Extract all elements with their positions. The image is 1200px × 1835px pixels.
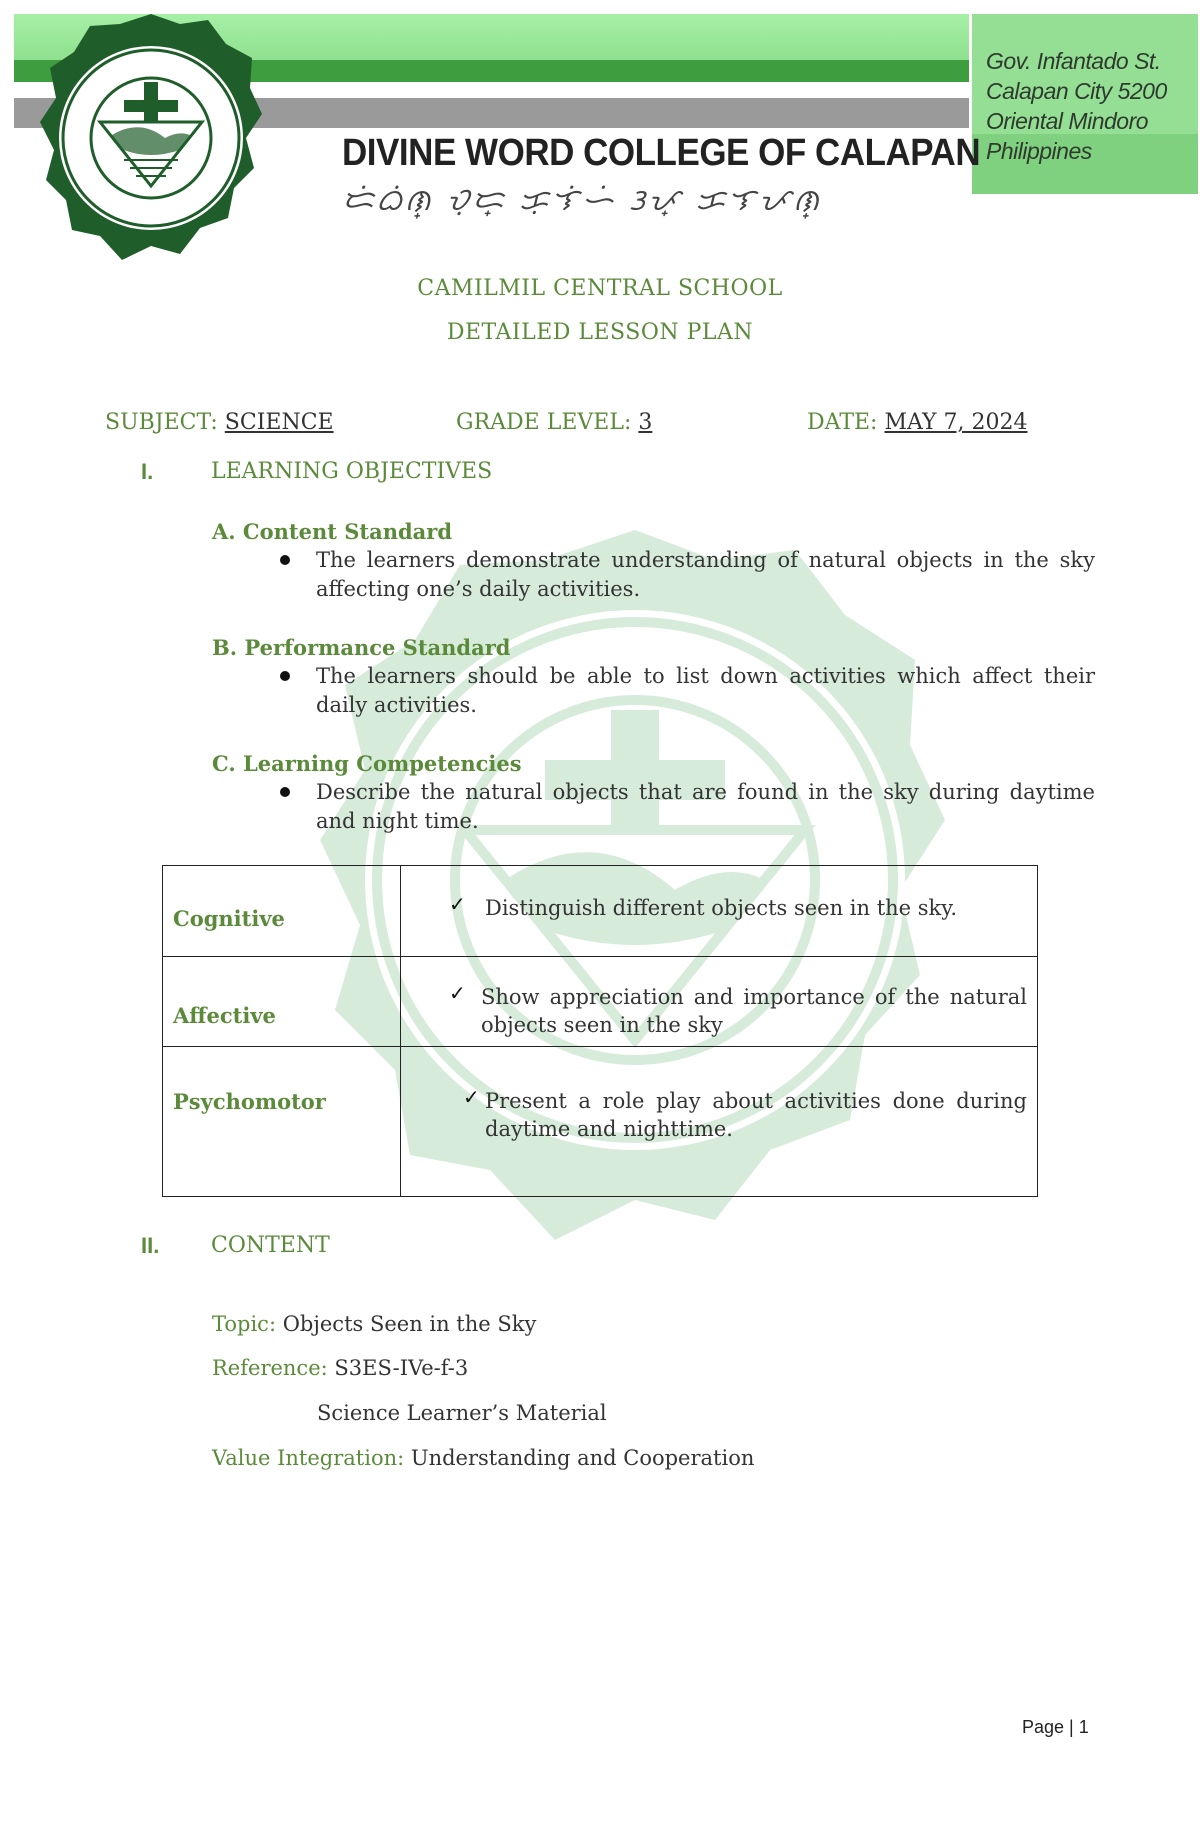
learning-competencies-text: Describe the natural objects that are found in the sky during daytime and night time. bbox=[316, 780, 1095, 833]
value-integration-line bbox=[212, 1446, 754, 1470]
content-standard-bullet bbox=[280, 546, 1095, 604]
college-name: DIVINE WORD COLLEGE OF CALAPAN bbox=[342, 132, 981, 174]
domain-label: Psychomotor bbox=[163, 1047, 401, 1197]
college-seal-logo bbox=[40, 10, 262, 265]
reference-label: Reference: bbox=[212, 1356, 328, 1380]
subject-label: SUBJECT: bbox=[105, 410, 218, 435]
objectives-domain-table bbox=[162, 865, 1038, 1197]
document-title: DETAILED LESSON PLAN bbox=[446, 320, 754, 345]
table-row bbox=[163, 1047, 1038, 1197]
domain-objective-cell bbox=[401, 866, 1038, 957]
section-numeral: I. bbox=[141, 459, 154, 484]
topic-value: Objects Seen in the Sky bbox=[282, 1312, 537, 1336]
address-line: Calapan City 5200 bbox=[986, 78, 1167, 104]
domain-label: Affective bbox=[163, 957, 401, 1047]
subject-value: SCIENCE bbox=[224, 410, 334, 435]
checkmark-icon: ✓ bbox=[463, 1085, 480, 1109]
topic-label: Topic: bbox=[212, 1312, 277, 1336]
bullet-dot bbox=[280, 787, 290, 797]
domain-label: Cognitive bbox=[163, 866, 401, 957]
reference-extra: Science Learner’s Material bbox=[317, 1401, 607, 1425]
bullet-dot bbox=[280, 555, 290, 565]
reference-line bbox=[212, 1356, 468, 1380]
school-name: CAMILMIL CENTRAL SCHOOL bbox=[417, 276, 783, 301]
address-line: Philippines bbox=[986, 138, 1092, 164]
checkmark-icon: ✓ bbox=[449, 981, 466, 1005]
value-integration-label: Value Integration: bbox=[212, 1446, 405, 1470]
performance-standard-bullet bbox=[280, 662, 1095, 720]
grade-level-field bbox=[456, 410, 652, 435]
address-line: Oriental Mindoro bbox=[986, 108, 1149, 134]
domain-objective: Show appreciation and importance of the natural objects seen in the sky bbox=[481, 985, 1027, 1037]
college-name-baybayin: ᜇᜒᜊᜒᜈ᜔ ᜏᜓᜇ᜔ ᜃᜓᜎᜒᜑᜒ ᜂᜉ᜔ ᜃᜎᜉᜈ᜔ bbox=[342, 183, 822, 218]
checkmark-icon: ✓ bbox=[449, 892, 466, 916]
bullet-dot bbox=[280, 671, 290, 681]
table-row bbox=[163, 957, 1038, 1047]
date-value: MAY 7, 2024 bbox=[884, 410, 1028, 435]
domain-objective: Present a role play about activities done during daytime and nighttime. bbox=[485, 1089, 1027, 1141]
value-integration-value: Understanding and Cooperation bbox=[410, 1446, 755, 1470]
page-number: Page | 1 bbox=[1022, 1717, 1089, 1737]
learning-competencies-heading: C. Learning Competencies bbox=[212, 751, 522, 776]
performance-standard-text: The learners should be able to list down activities which affect their daily activities. bbox=[316, 664, 1095, 717]
domain-objective-cell bbox=[401, 1047, 1038, 1197]
content-standard-text: The learners demonstrate understanding of natural objects in the sky affecting one’s daily activities. bbox=[316, 548, 1095, 601]
section-title-content: CONTENT bbox=[211, 1233, 330, 1258]
college-address bbox=[986, 46, 1196, 166]
content-standard-heading: A. Content Standard bbox=[212, 519, 453, 544]
reference-value: S3ES-IVe-f-3 bbox=[334, 1356, 469, 1380]
domain-objective: Distinguish different objects seen in the sky. bbox=[485, 896, 958, 920]
table-row bbox=[163, 866, 1038, 957]
performance-standard-heading: B. Performance Standard bbox=[212, 635, 511, 660]
domain-objective-cell bbox=[401, 957, 1038, 1047]
subject-field bbox=[105, 410, 334, 435]
date-field bbox=[807, 410, 1027, 435]
grade-level-label: GRADE LEVEL: bbox=[456, 410, 632, 435]
grade-level-value: 3 bbox=[638, 410, 653, 435]
address-line: Gov. Infantado St. bbox=[986, 48, 1161, 74]
section-numeral: II. bbox=[141, 1233, 160, 1258]
learning-competencies-bullet bbox=[280, 778, 1095, 836]
topic-line bbox=[212, 1312, 536, 1336]
date-label: DATE: bbox=[807, 410, 878, 435]
section-title-objectives: LEARNING OBJECTIVES bbox=[211, 459, 493, 484]
